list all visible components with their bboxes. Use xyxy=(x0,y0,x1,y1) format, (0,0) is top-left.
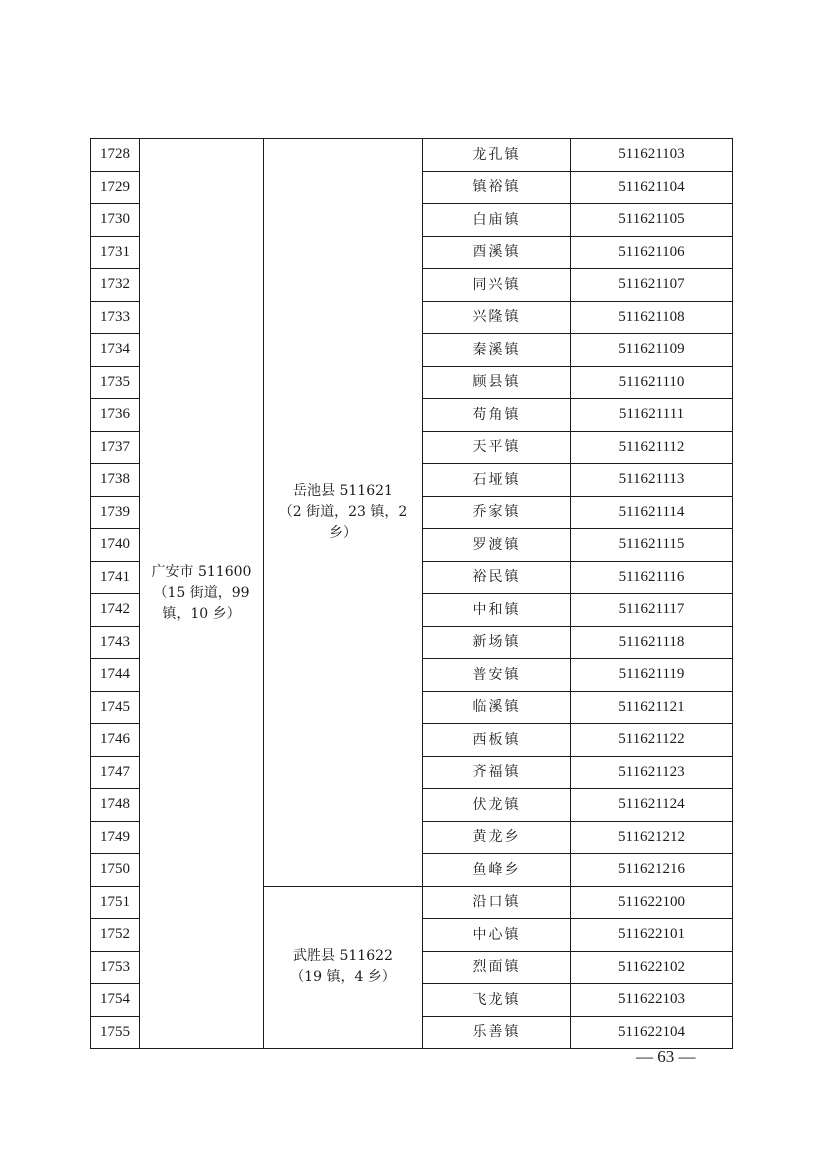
town-name: 沿口镇 xyxy=(423,886,571,919)
division-code: 511621124 xyxy=(571,789,733,822)
town-name: 伏龙镇 xyxy=(423,789,571,822)
city-cell-line2: （15 街道，99 xyxy=(153,585,250,601)
division-code: 511621114 xyxy=(571,496,733,529)
row-number: 1742 xyxy=(91,594,140,627)
town-name: 镇裕镇 xyxy=(423,171,571,204)
row-number: 1747 xyxy=(91,756,140,789)
county-cell-yuechi xyxy=(264,139,423,887)
row-number: 1732 xyxy=(91,269,140,302)
town-name: 石垭镇 xyxy=(423,464,571,497)
town-name: 苟角镇 xyxy=(423,399,571,432)
division-code: 511621105 xyxy=(571,204,733,237)
town-name: 飞龙镇 xyxy=(423,984,571,1017)
row-number: 1750 xyxy=(91,854,140,887)
county-cell-wusheng-line1: 武胜县 511622 xyxy=(293,948,393,965)
division-code: 511621109 xyxy=(571,334,733,367)
town-name: 新场镇 xyxy=(423,626,571,659)
row-number: 1735 xyxy=(91,366,140,399)
division-code: 511621115 xyxy=(571,529,733,562)
division-code: 511621110 xyxy=(571,366,733,399)
town-name: 罗渡镇 xyxy=(423,529,571,562)
division-code: 511621104 xyxy=(571,171,733,204)
division-code: 511622103 xyxy=(571,984,733,1017)
division-code: 511621106 xyxy=(571,236,733,269)
division-code: 511621212 xyxy=(571,821,733,854)
division-code: 511621117 xyxy=(571,594,733,627)
division-code: 511622101 xyxy=(571,919,733,952)
row-number: 1740 xyxy=(91,529,140,562)
row-number: 1752 xyxy=(91,919,140,952)
division-code-table xyxy=(90,138,733,1049)
division-code: 511621108 xyxy=(571,301,733,334)
county-cell-yuechi-line1: 岳池县 511621 xyxy=(293,482,393,499)
row-number: 1739 xyxy=(91,496,140,529)
row-number: 1733 xyxy=(91,301,140,334)
row-number: 1736 xyxy=(91,399,140,432)
division-code: 511621121 xyxy=(571,691,733,724)
division-code: 511621116 xyxy=(571,561,733,594)
town-name: 黄龙乡 xyxy=(423,821,571,854)
town-name: 普安镇 xyxy=(423,659,571,692)
division-code: 511621119 xyxy=(571,659,733,692)
town-name: 临溪镇 xyxy=(423,691,571,724)
row-number: 1728 xyxy=(91,139,140,172)
city-cell xyxy=(140,139,264,1049)
row-number: 1754 xyxy=(91,984,140,1017)
town-name: 顾县镇 xyxy=(423,366,571,399)
page-number: — 63 — xyxy=(636,1047,696,1066)
row-number: 1751 xyxy=(91,886,140,919)
table-row xyxy=(91,139,733,172)
town-name: 酉溪镇 xyxy=(423,236,571,269)
town-name: 同兴镇 xyxy=(423,269,571,302)
town-name: 西板镇 xyxy=(423,724,571,757)
city-cell-line3: 镇，10 乡） xyxy=(162,606,241,622)
division-code: 511621216 xyxy=(571,854,733,887)
city-cell-line1: 广安市 511600 xyxy=(151,564,252,580)
county-cell-wusheng-line2: （19 镇，4 乡） xyxy=(290,969,396,986)
town-name: 中心镇 xyxy=(423,919,571,952)
row-number: 1734 xyxy=(91,334,140,367)
town-name: 白庙镇 xyxy=(423,204,571,237)
division-code: 511621122 xyxy=(571,724,733,757)
row-number: 1738 xyxy=(91,464,140,497)
division-code: 511621107 xyxy=(571,269,733,302)
county-cell-wusheng xyxy=(264,886,423,1049)
town-name: 天平镇 xyxy=(423,431,571,464)
row-number: 1753 xyxy=(91,951,140,984)
row-number: 1748 xyxy=(91,789,140,822)
county-cell-yuechi-line3: 乡） xyxy=(329,524,357,541)
division-code: 511621118 xyxy=(571,626,733,659)
row-number: 1746 xyxy=(91,724,140,757)
row-number: 1737 xyxy=(91,431,140,464)
division-code: 511622100 xyxy=(571,886,733,919)
town-name: 乔家镇 xyxy=(423,496,571,529)
row-number: 1755 xyxy=(91,1016,140,1049)
row-number: 1741 xyxy=(91,561,140,594)
town-name: 鱼峰乡 xyxy=(423,854,571,887)
division-code: 511622102 xyxy=(571,951,733,984)
town-name: 烈面镇 xyxy=(423,951,571,984)
division-code: 511621103 xyxy=(571,139,733,172)
division-code: 511621112 xyxy=(571,431,733,464)
town-name: 兴隆镇 xyxy=(423,301,571,334)
division-code: 511621123 xyxy=(571,756,733,789)
town-name: 秦溪镇 xyxy=(423,334,571,367)
town-name: 裕民镇 xyxy=(423,561,571,594)
row-number: 1730 xyxy=(91,204,140,237)
row-number: 1749 xyxy=(91,821,140,854)
town-name: 齐福镇 xyxy=(423,756,571,789)
town-name: 乐善镇 xyxy=(423,1016,571,1049)
row-number: 1744 xyxy=(91,659,140,692)
division-code: 511621111 xyxy=(571,399,733,432)
row-number: 1729 xyxy=(91,171,140,204)
county-cell-yuechi-line2: （2 街道，23 镇，2 xyxy=(278,503,408,520)
row-number: 1743 xyxy=(91,626,140,659)
town-name: 龙孔镇 xyxy=(423,139,571,172)
row-number: 1731 xyxy=(91,236,140,269)
row-number: 1745 xyxy=(91,691,140,724)
division-code: 511622104 xyxy=(571,1016,733,1049)
division-code: 511621113 xyxy=(571,464,733,497)
town-name: 中和镇 xyxy=(423,594,571,627)
